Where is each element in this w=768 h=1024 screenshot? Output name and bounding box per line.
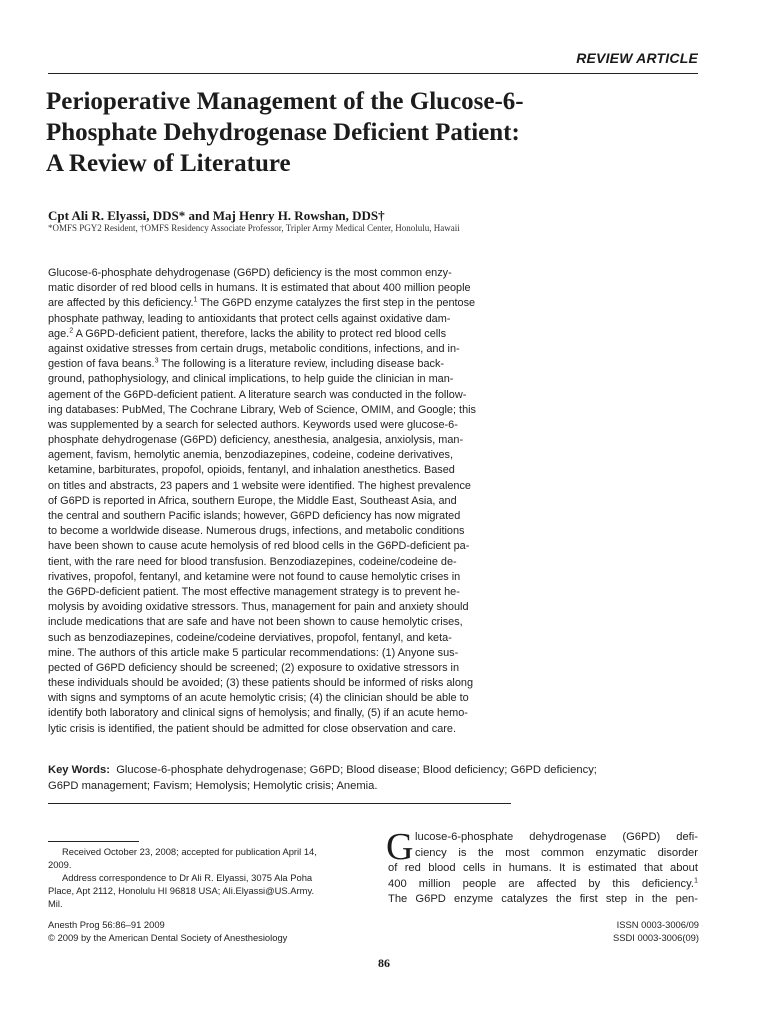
keywords-text: G6PD management; Favism; Hemolysis; Hemolytic crisis; Anemia.	[48, 779, 378, 792]
body-text	[386, 826, 698, 908]
text-line	[48, 372, 511, 387]
drop-cap: G	[386, 826, 414, 868]
keywords-label: Key Words:	[48, 764, 110, 776]
journal-citation: Anesth Prog 56:86–91 2009	[48, 919, 165, 930]
text-line	[48, 418, 511, 433]
text-line	[48, 463, 511, 478]
text-line	[48, 296, 511, 311]
line-text: tient, with the rare need for blood transfusion. Benzodiazepines, codeine/codeine de-	[48, 555, 457, 568]
line-text: with signs and symptoms of an acute hemolytic crisis; (4) the clinician should be able to	[48, 692, 469, 705]
text-line	[48, 357, 511, 372]
journal-info	[48, 918, 287, 944]
line-text: phosphate dehydrogenase (G6PD) deficiency, anesthesia, analgesia, anxiolysis, man-	[48, 434, 464, 447]
line-text: ground, pathophysiology, and clinical implications, to help guide the clinician in man-	[48, 373, 454, 386]
line-text: 400 million people are affected by this deficiency.	[388, 877, 694, 890]
text-line	[48, 691, 511, 706]
line-text: are affected by this deficiency.	[48, 297, 194, 310]
line-text: identify both laboratory and clinical signs of hemolysis; and finally, (5) if an acute hemo-	[48, 707, 468, 720]
reference-superscript: 3	[154, 356, 159, 365]
line-text: mine. The authors of this article make 5 particular recommendations: (1) Anyone sus-	[48, 646, 459, 659]
line-text: phosphate pathway, leading to antioxidants that protect cells against oxidative dam-	[48, 312, 451, 325]
abstract	[48, 266, 511, 737]
text-line	[48, 433, 511, 448]
footnotes	[48, 845, 358, 910]
line-text: have been shown to cause acute hemolysis of red blood cells in the G6PD-deficient pa-	[48, 540, 470, 553]
title-line: A Review of Literature	[46, 150, 291, 177]
issn-info	[613, 918, 699, 944]
authors: Cpt Ali R. Elyassi, DDS* and Maj Henry H. Rowshan, DDS†	[48, 208, 385, 223]
text-line	[48, 342, 511, 357]
text-line	[48, 281, 511, 296]
line-text: against oxidative stresses from certain drugs, metabolic conditions, infections, and in-	[48, 342, 460, 355]
text-line	[48, 266, 511, 281]
issn: ISSN 0003-3006/09	[616, 919, 699, 930]
text-line	[48, 600, 511, 615]
text-line	[48, 722, 511, 737]
line-text: of red blood cells in humans. It is estimated that about	[388, 862, 698, 874]
text-line	[388, 861, 698, 877]
text-line	[48, 555, 511, 570]
line-text: agement, favism, hemolytic anemia, benzodiazepines, codeine, codeine derivatives,	[48, 449, 453, 462]
line-text: lytic crisis is identified, the patient should be admitted for close observation and care.	[48, 722, 457, 735]
keywords	[48, 763, 703, 794]
line-text: Glucose-6-phosphate dehydrogenase (G6PD) deficiency is the most common enzy-	[48, 267, 452, 279]
line-text: on titles and abstracts, 23 papers and 1 website were identified. The highest prevalence	[48, 479, 471, 492]
text-line	[48, 570, 511, 585]
text-line	[48, 615, 511, 630]
text-line	[48, 312, 511, 327]
text-line	[48, 585, 511, 600]
text-line	[48, 646, 511, 661]
affiliation: *OMFS PGY2 Resident, †OMFS Residency Associate Professor, Tripler Army Medical Center, Honolulu, Hawaii	[48, 223, 460, 233]
text-line	[48, 631, 511, 646]
line-text: agement of the G6PD-deficient patient. A literature search was conducted in the follow-	[48, 388, 467, 401]
text-line	[48, 494, 511, 509]
reference-superscript: 1	[693, 874, 698, 884]
text-line	[48, 448, 511, 463]
line-text: of G6PD is reported in Africa, southern Europe, the Middle East, Southeast Asia, and	[48, 494, 457, 507]
correspondence-note: Place, Apt 2112, Honolulu HI 96818 USA; Ali.Elyassi@US.Army.	[48, 885, 315, 897]
correspondence-note: Mil.	[48, 898, 63, 910]
line-text: ketamine, barbiturates, propofol, opioids, fentanyl, and inhalation anesthetics. Based	[48, 464, 455, 477]
copyright-notice: © 2009 by the American Dental Society of Anesthesiology	[48, 932, 288, 943]
keywords-rule	[48, 803, 511, 804]
footnote-rule	[48, 841, 139, 842]
line-text: the central and southern Pacific islands; however, G6PD deficiency has now migrated	[48, 510, 461, 522]
line-text: rivatives, propofol, fentanyl, and ketamine were not found to cause hemolytic crises in	[48, 570, 461, 583]
text-line	[48, 661, 511, 676]
received-note: Received October 23, 2008; accepted for publication April 14,	[62, 846, 317, 857]
ssdi: SSDI 0003-3006(09)	[613, 932, 699, 943]
line-text: lucose-6-phosphate dehydrogenase (G6PD) defi-	[415, 831, 698, 843]
text-line	[48, 327, 511, 342]
line-text: ing databases: PubMed, The Cochrane Library, Web of Science, OMIM, and Google; this	[48, 403, 476, 416]
text-line	[388, 846, 698, 862]
keywords-text: Glucose-6-phosphate dehydrogenase; G6PD; Blood disease; Blood deficiency; G6PD deficiency;	[116, 764, 597, 776]
section-label: REVIEW ARTICLE	[576, 50, 698, 66]
text-line	[48, 524, 511, 539]
text-line	[388, 830, 698, 846]
text-line	[48, 388, 511, 403]
line-text: age.	[48, 327, 70, 340]
line-text: ciency is the most common enzymatic disorder	[415, 846, 698, 859]
line-text: molysis by avoiding oxidative stressors. Thus, management for pain and anxiety should	[48, 601, 469, 614]
line-text: The G6PD enzyme catalyzes the first step in the pen-	[388, 893, 698, 905]
line-text: to become a worldwide disease. Numerous drugs, infections, and metabolic conditions	[48, 525, 465, 538]
line-text: these individuals should be avoided; (3) these patients should be informed of risks along	[48, 677, 473, 690]
text-line	[48, 403, 511, 418]
header-rule	[48, 73, 698, 74]
text-line	[48, 509, 511, 524]
line-text: gestion of fava beans.	[48, 358, 155, 371]
line-text: pected of G6PD deficiency should be screened; (2) exposure to oxidative stressors in	[48, 661, 460, 674]
line-text: was supplemented by a search for selected authors. Keywords used were glucose-6-	[48, 418, 458, 431]
text-line	[48, 706, 511, 721]
line-text: the G6PD-deficient patient. The most effective management strategy is to prevent he-	[48, 585, 460, 598]
article-title	[46, 86, 706, 179]
text-line	[48, 539, 511, 554]
text-line	[388, 892, 698, 908]
text-line	[48, 479, 511, 494]
title-line: Perioperative Management of the Glucose-6-	[46, 88, 524, 115]
correspondence-note: Address correspondence to Dr Ali R. Elyassi, 3075 Ala Poha	[62, 872, 313, 884]
line-text: The following is a literature review, including disease back-	[158, 358, 445, 371]
text-line	[48, 676, 511, 691]
title-line: Phosphate Dehydrogenase Deficient Patient:	[46, 119, 520, 146]
line-text: such as benzodiazepines, codeine/codeine derviatives, propofol, fentanyl, and keta-	[48, 631, 452, 644]
text-line	[388, 874, 698, 893]
line-text: A G6PD-deficient patient, therefore, lacks the ability to protect red blood cells	[73, 327, 447, 340]
line-text: include medications that are safe and have not been shown to cause hemolytic crises,	[48, 616, 463, 629]
line-text: The G6PD enzyme catalyzes the first step in the pentose	[197, 297, 476, 310]
reference-superscript: 1	[193, 295, 198, 304]
received-note: 2009.	[48, 859, 72, 871]
reference-superscript: 2	[69, 326, 74, 335]
page-number: 86	[378, 956, 390, 970]
line-text: matic disorder of red blood cells in humans. It is estimated that about 400 million people	[48, 282, 471, 295]
